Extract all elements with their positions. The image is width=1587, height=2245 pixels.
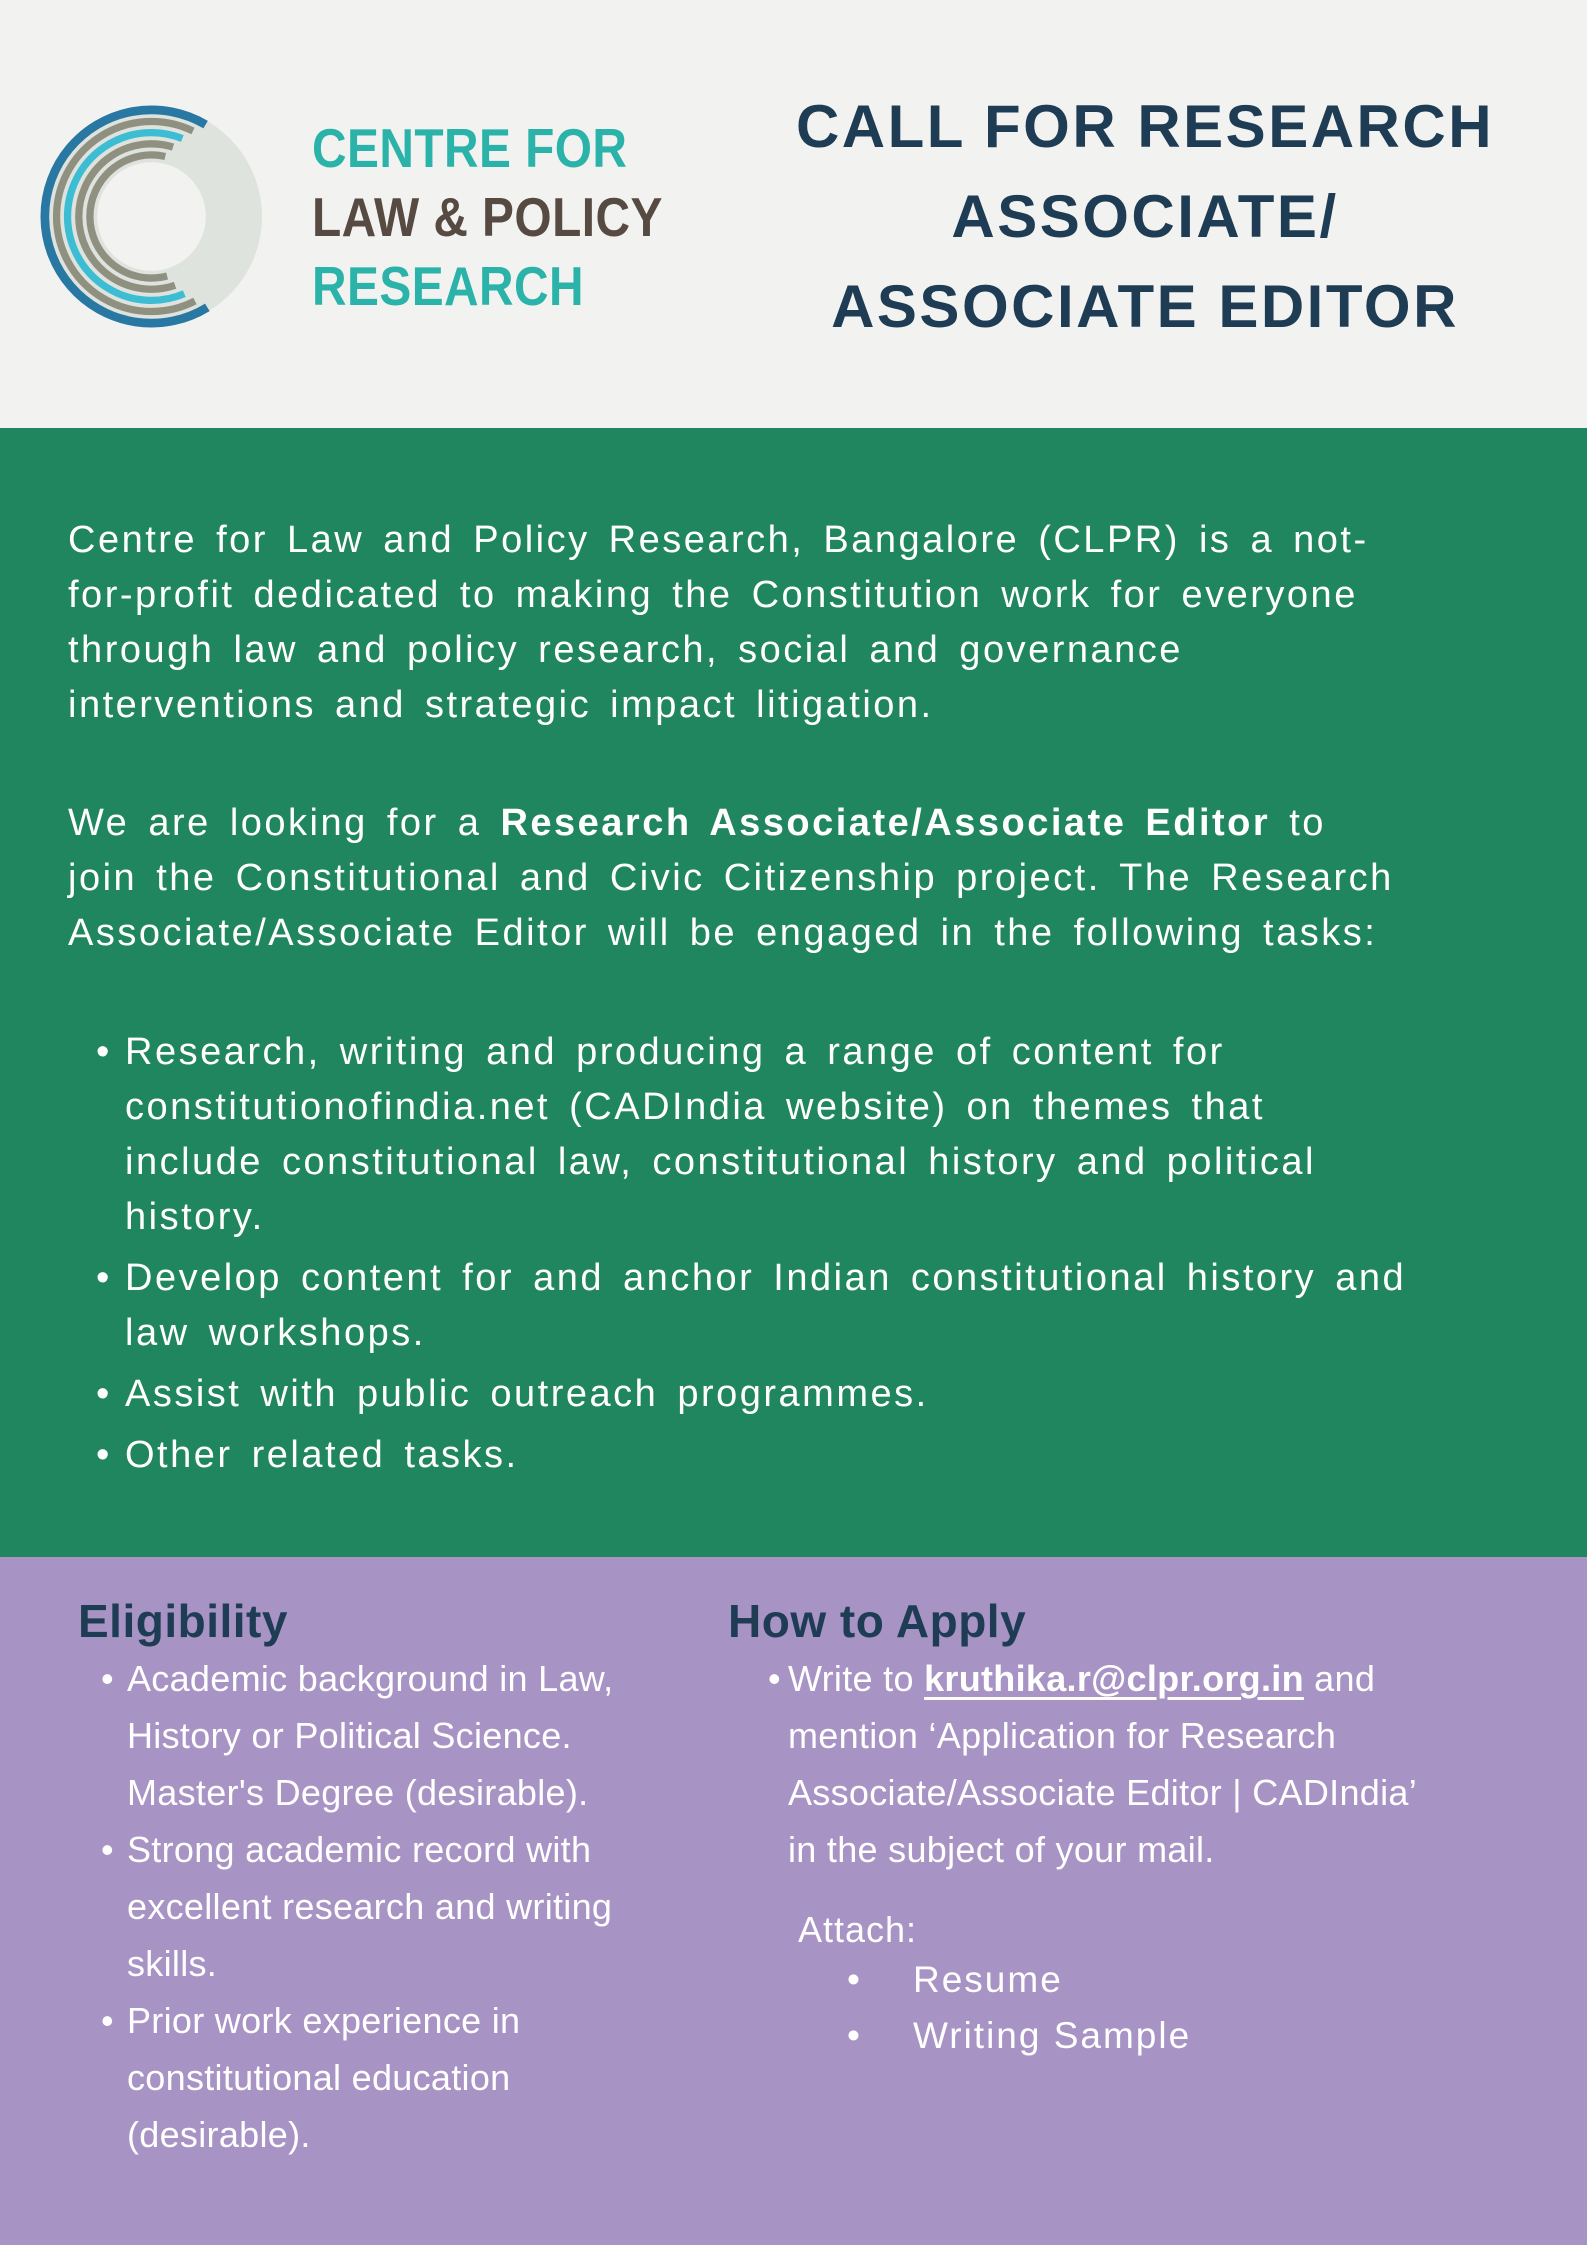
- details-section: [0, 1557, 1587, 2245]
- apply-line-3: Associate/Associate Editor | CADIndia’: [788, 1772, 1418, 1813]
- role-paragraph: [68, 796, 1547, 961]
- eligibility-item-1: • Academic background in Law, History or Political Science. Master's Degree (desirable).: [127, 1650, 698, 1821]
- apply-text-post: and: [1303, 1658, 1376, 1699]
- role-paragraph-line-2: join the Constitutional and Civic Citizenship project. The Research: [68, 857, 1394, 899]
- role-paragraph-line-3: Associate/Associate Editor will be engaged in the following tasks:: [68, 912, 1378, 954]
- eligibility-column: [78, 1594, 698, 2163]
- attachment-item-resume: • Resume: [913, 1952, 1473, 2008]
- brand-line-3: RESEARCH: [312, 255, 585, 317]
- apply-list: [728, 1650, 1473, 1878]
- attachment-item-writing-sample: • Writing Sample: [913, 2008, 1473, 2064]
- attach-block: [798, 1908, 1473, 2064]
- role-text-post: to: [1270, 802, 1326, 844]
- apply-text-pre: Write to: [788, 1658, 925, 1699]
- intro-section: [0, 428, 1587, 1557]
- apply-heading: How to Apply: [728, 1595, 1027, 1647]
- tasks-list: [68, 1025, 1547, 1483]
- apply-item: [788, 1650, 1473, 1878]
- role-paragraph-line-1: [68, 796, 1547, 851]
- eligibility-list: [78, 1650, 698, 2163]
- attachments-list: [798, 1952, 1473, 2064]
- role-name-bold: Research Associate/Associate Editor: [500, 802, 1271, 844]
- about-paragraph: Centre for Law and Policy Research, Bangalore (CLPR) is a not- for-profit dedicated to making the Constitution work for everyone through law and policy research, social and governance interventions and strategic impact litigation.: [68, 519, 1369, 726]
- eligibility-item-2: • Strong academic record with excellent research and writing skills.: [127, 1821, 698, 1992]
- brand-line-2: LAW & POLICY: [312, 186, 663, 248]
- apply-line-2: mention ‘Application for Research: [788, 1715, 1337, 1756]
- clpr-logo-icon: [40, 105, 263, 328]
- apply-column: [728, 1594, 1473, 2064]
- brand-line-1: CENTRE FOR: [312, 117, 628, 179]
- task-item-3: • Assist with public outreach programmes.: [125, 1367, 1547, 1422]
- task-item-2: • Develop content for and anchor Indian constitutional history and law workshops.: [125, 1251, 1547, 1361]
- eligibility-item-3: • Prior work experience in constitutional education (desirable).: [127, 1992, 698, 2163]
- task-item-4: • Other related tasks.: [125, 1428, 1547, 1483]
- role-text-pre: We are looking for a: [68, 802, 501, 844]
- apply-line-4: in the subject of your mail.: [788, 1829, 1215, 1870]
- email-link[interactable]: kruthika.r@clpr.org.in: [924, 1658, 1304, 1699]
- page-title: CALL FOR RESEARCH ASSOCIATE/ ASSOCIATE EDITOR: [795, 93, 1495, 340]
- apply-line-1: [788, 1650, 1473, 1707]
- attach-label: Attach:: [798, 1909, 918, 1950]
- brand-name: [312, 114, 663, 321]
- eligibility-heading: Eligibility: [78, 1595, 288, 1647]
- header-band: [0, 0, 1587, 428]
- task-item-1: • Research, writing and producing a range of content for constitutionofindia.net (CADIndia website) on themes that include constitutional law, constitutional history and political history.: [125, 1025, 1547, 1245]
